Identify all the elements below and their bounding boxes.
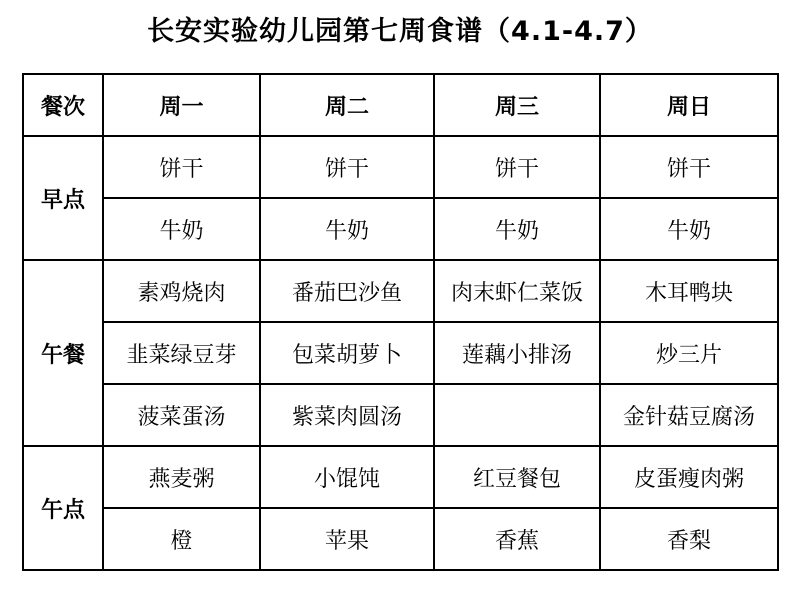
meal-label-afternoon-snack: 午点 [23, 446, 103, 570]
table-cell: 木耳鸭块 [600, 260, 778, 322]
table-cell: 番茄巴沙鱼 [260, 260, 434, 322]
table-cell: 肉末虾仁菜饭 [434, 260, 600, 322]
table-row [23, 384, 778, 446]
table-cell: 小馄饨 [260, 446, 434, 508]
table-row [23, 136, 778, 198]
header-cell-monday: 周一 [103, 74, 260, 136]
header-cell-tuesday: 周二 [260, 74, 434, 136]
table-cell: 金针菇豆腐汤 [600, 384, 778, 446]
table-cell: 牛奶 [103, 198, 260, 260]
meal-label-lunch: 午餐 [23, 260, 103, 446]
table-cell: 菠菜蛋汤 [103, 384, 260, 446]
table-cell: 素鸡烧肉 [103, 260, 260, 322]
table-cell: 韭菜绿豆芽 [103, 322, 260, 384]
table-cell: 燕麦粥 [103, 446, 260, 508]
table-cell: 紫菜肉圆汤 [260, 384, 434, 446]
table-row [23, 446, 778, 508]
table-cell: 莲藕小排汤 [434, 322, 600, 384]
table-cell: 牛奶 [260, 198, 434, 260]
table-row [23, 260, 778, 322]
table-cell: 红豆餐包 [434, 446, 600, 508]
table-cell: 炒三片 [600, 322, 778, 384]
page-title: 长安实验幼儿园第七周食谱（4.1-4.7） [147, 16, 653, 47]
table-cell: 橙 [103, 508, 260, 570]
table-row [23, 508, 778, 570]
table-row [23, 322, 778, 384]
table-cell: 香蕉 [434, 508, 600, 570]
table-cell: 牛奶 [600, 198, 778, 260]
table-cell [434, 384, 600, 446]
table-cell: 包菜胡萝卜 [260, 322, 434, 384]
table-cell: 饼干 [260, 136, 434, 198]
table-cell: 饼干 [600, 136, 778, 198]
header-row [23, 74, 778, 136]
table-cell: 饼干 [103, 136, 260, 198]
table-cell: 皮蛋瘦肉粥 [600, 446, 778, 508]
table-row [23, 198, 778, 260]
table-cell: 牛奶 [434, 198, 600, 260]
menu-table [22, 73, 779, 571]
meal-label-breakfast-snack: 早点 [23, 136, 103, 260]
table-cell: 苹果 [260, 508, 434, 570]
header-cell-meal: 餐次 [23, 74, 103, 136]
header-cell-sunday: 周日 [600, 74, 778, 136]
table-cell: 香梨 [600, 508, 778, 570]
table-cell: 饼干 [434, 136, 600, 198]
header-cell-wednesday: 周三 [434, 74, 600, 136]
